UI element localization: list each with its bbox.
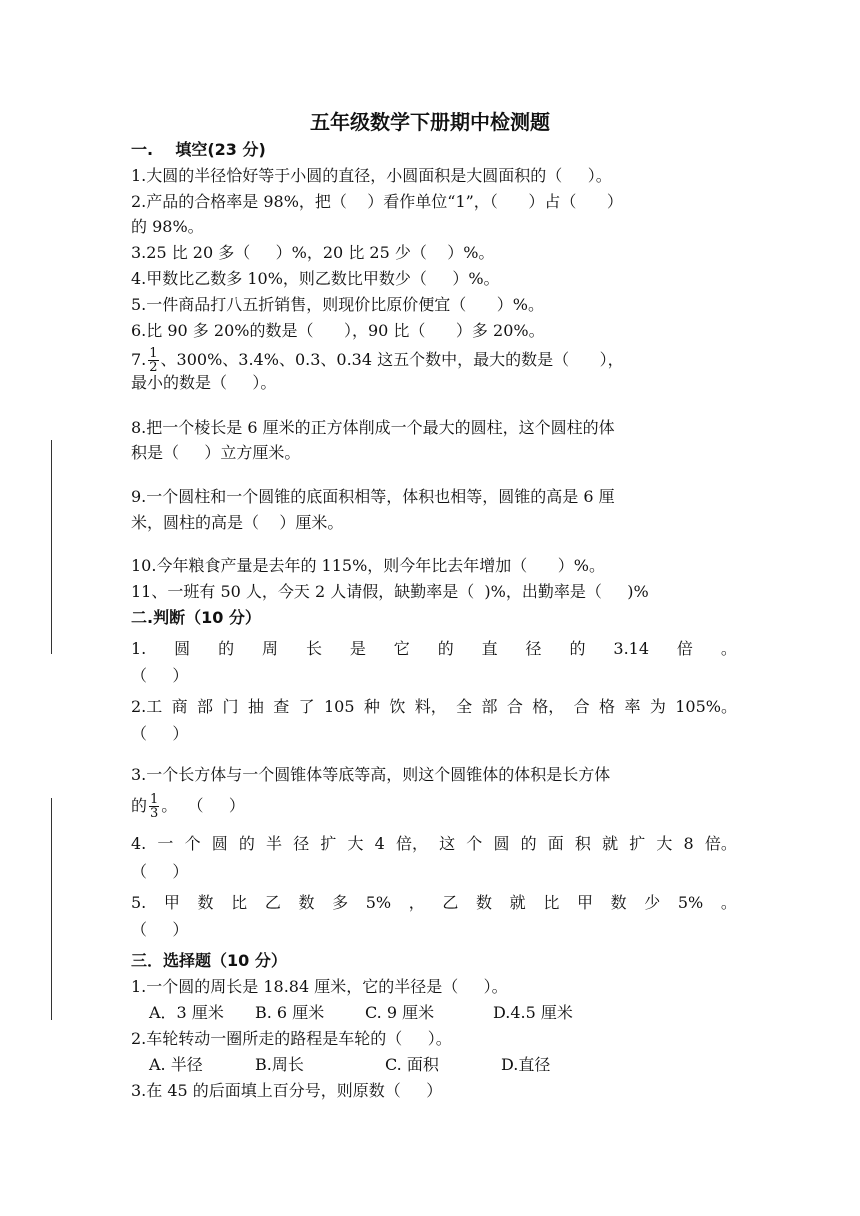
word: 半	[266, 834, 283, 853]
question-1-10: 10.今年粮食产量是去年的 115%，则今年比去年增加（ ）%。	[131, 556, 605, 575]
word: 饮	[389, 697, 406, 716]
answer-bracket: （ ）	[131, 724, 189, 743]
word: 它	[393, 639, 410, 658]
section-heading-true-false: 二.判断（10 分）	[131, 608, 261, 627]
question-2-3: 3.一个长方体与一个圆锥体等底等高，则这个圆锥体的体积是长方体	[131, 765, 611, 784]
word: 5%	[365, 893, 392, 912]
question-text: 、300%、3.4%、0.3、0.34 这五个数中，最大的数是（ ），	[160, 350, 624, 369]
fraction	[149, 793, 159, 820]
word: 3.14	[613, 639, 650, 658]
option-d: D.4.5 厘米	[493, 1003, 573, 1022]
word: 种	[363, 697, 380, 716]
word: 部	[197, 697, 214, 716]
word: 扩	[629, 834, 646, 853]
binding-margin-line	[51, 440, 52, 654]
question-1-8-cont: 积是（ ）立方厘米。	[131, 443, 301, 462]
word: 1.	[131, 639, 147, 658]
question-2-4	[131, 834, 737, 854]
option-d: D.直径	[501, 1055, 551, 1074]
fraction-denominator: 2	[149, 360, 158, 375]
question-3-1: 1.一个圆的周长是 18.84 厘米，它的半径是（ ）。	[131, 977, 508, 996]
word: 比	[231, 893, 248, 912]
word: 大	[347, 834, 364, 853]
answer-bracket: （ ）	[131, 920, 189, 939]
word: 5%	[677, 893, 704, 912]
word: 的	[437, 639, 454, 658]
question-2-1	[131, 639, 737, 659]
question-1-4: 4.甲数比乙数多 10%，则乙数比甲数少（ ）%。	[131, 269, 500, 288]
word: 径	[525, 639, 542, 658]
question-1-5: 5.一件商品打八五折销售，则现价比原价便宜（ ）%。	[131, 295, 544, 314]
word: 全	[456, 697, 473, 716]
option-a: A．3 厘米	[149, 1003, 224, 1022]
question-1-8: 8.把一个棱长是 6 厘米的正方体削成一个最大的圆柱，这个圆柱的体	[131, 418, 615, 437]
word: 一	[157, 834, 174, 853]
word: 径	[293, 834, 310, 853]
option-c: C. 9 厘米	[365, 1003, 435, 1022]
word: 直	[481, 639, 498, 658]
word: 数	[197, 893, 214, 912]
word: 大	[656, 834, 673, 853]
word: 是	[349, 639, 366, 658]
question-1-7-cont: 最小的数是（ ）。	[131, 373, 277, 392]
word: 长	[305, 639, 322, 658]
word: 多	[332, 893, 349, 912]
option-c: C. 面积	[385, 1055, 439, 1074]
word: 105%。	[675, 697, 737, 716]
word: 数	[610, 893, 627, 912]
word: 甲	[163, 893, 180, 912]
word: 周	[262, 639, 279, 658]
word: 105	[324, 697, 355, 716]
word: 圆	[493, 834, 510, 853]
fraction-numerator: 1	[149, 346, 158, 361]
option-b: B. 6 厘米	[255, 1003, 325, 1022]
question-3-1-options	[131, 1003, 737, 1023]
question-text: 的	[131, 796, 148, 815]
word: 个	[466, 834, 483, 853]
word: 乙	[264, 893, 281, 912]
question-1-2: 2.产品的合格率是 98%，把（ ）看作单位“1”，（ ）占（ ）	[131, 192, 623, 211]
question-3-3: 3.在 45 的后面填上百分号，则原数（ ）	[131, 1081, 443, 1100]
question-3-2: 2.车轮转动一圈所走的路程是车轮的（ ）。	[131, 1029, 452, 1048]
word: 数	[476, 893, 493, 912]
word: 就	[509, 893, 526, 912]
binding-margin-line	[51, 798, 52, 1020]
word: 查	[273, 697, 290, 716]
word: 2.工	[131, 697, 163, 716]
word: 为	[649, 697, 666, 716]
word: 部	[481, 697, 498, 716]
word: 8	[683, 834, 694, 853]
word: 了	[298, 697, 315, 716]
word: 5.	[131, 893, 147, 912]
word: 倍，	[395, 834, 428, 853]
word: 格	[599, 697, 616, 716]
word: 面	[547, 834, 564, 853]
option-b: B.周长	[255, 1055, 304, 1074]
word: 商	[171, 697, 188, 716]
word: 圆	[174, 639, 191, 658]
question-text: 。 （ ）	[161, 796, 245, 815]
section-heading-multiple-choice: 三．选择题（10 分）	[131, 951, 287, 970]
answer-bracket: （ ）	[131, 862, 189, 881]
question-3-2-options	[131, 1055, 737, 1075]
word: 圆	[211, 834, 228, 853]
fraction	[148, 347, 158, 374]
word: 合	[506, 697, 523, 716]
word: 格，	[532, 697, 565, 716]
word: 门	[222, 697, 239, 716]
question-2-5	[131, 893, 737, 913]
word: 甲	[576, 893, 593, 912]
word: 扩	[320, 834, 337, 853]
fraction-denominator: 3	[150, 806, 159, 821]
question-1-6: 6.比 90 多 20%的数是（ ），90 比（ ）多 20%。	[131, 321, 545, 340]
word: 数	[298, 893, 315, 912]
word: 乙	[442, 893, 459, 912]
word: 个	[184, 834, 201, 853]
question-1-2-cont: 的 98%。	[131, 217, 204, 236]
word: 比	[543, 893, 560, 912]
answer-bracket: （ ）	[131, 666, 189, 685]
word: 的	[218, 639, 235, 658]
question-1-3: 3.25 比 20 多（ ）%，20 比 25 少（ ）%。	[131, 243, 495, 262]
word: 合	[573, 697, 590, 716]
word: 的	[569, 639, 586, 658]
word: 倍。	[704, 834, 737, 853]
word: 的	[520, 834, 537, 853]
option-a: A. 半径	[149, 1055, 203, 1074]
word: 就	[602, 834, 619, 853]
word: 。	[720, 893, 737, 912]
question-1-11: 11、一班有 50 人，今天 2 人请假，缺勤率是（ )%，出勤率是（ )%	[131, 582, 649, 601]
word: 料，	[414, 697, 447, 716]
question-2-2	[131, 697, 737, 717]
word: ，	[408, 893, 425, 912]
question-number: 7.	[131, 350, 147, 369]
section-heading-fill-blank: 一. 填空(23 分)	[131, 140, 266, 159]
word: 抽	[247, 697, 264, 716]
question-1-1: 1.大圆的半径恰好等于小圆的直径，小圆面积是大圆面积的（ ）。	[131, 166, 612, 185]
question-1-9-cont: 米，圆柱的高是（ ）厘米。	[131, 513, 344, 532]
word: 率	[624, 697, 641, 716]
word: 少	[644, 893, 661, 912]
word: 。	[720, 639, 737, 658]
word: 的	[238, 834, 255, 853]
page-title: 五年级数学下册期中检测题	[310, 110, 550, 134]
word: 积	[574, 834, 591, 853]
question-2-3-cont	[131, 793, 737, 820]
word: 4.	[131, 834, 147, 853]
word: 倍	[676, 639, 693, 658]
word: 4	[374, 834, 385, 853]
question-1-9: 9.一个圆柱和一个圆锥的底面积相等，体积也相等，圆锥的高是 6 厘	[131, 487, 615, 506]
question-1-7	[131, 347, 737, 374]
word: 这	[439, 834, 456, 853]
fraction-numerator: 1	[150, 792, 159, 807]
